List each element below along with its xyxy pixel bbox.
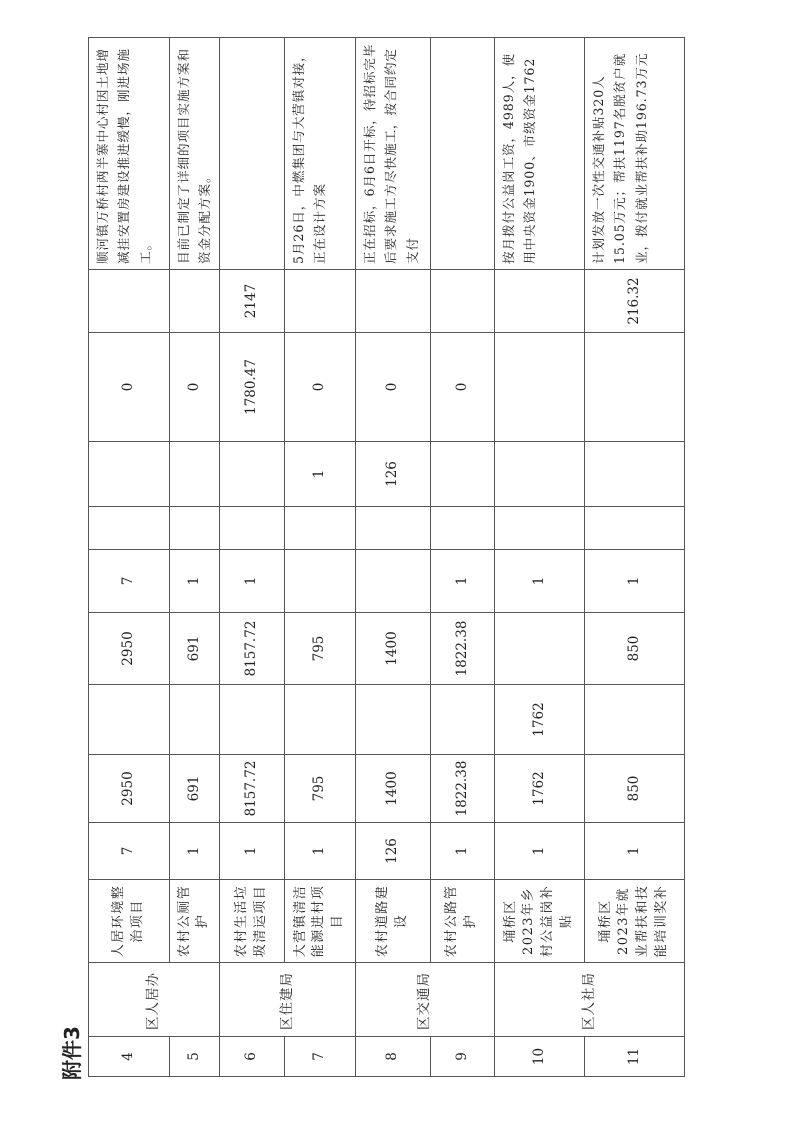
- amount-cell-a: [494, 333, 584, 442]
- amount-cell-a: 0: [355, 333, 430, 442]
- amount-cell-b: [355, 270, 430, 333]
- seq-cell: 5: [170, 1037, 220, 1077]
- project-name-cell: 农村道路建设: [355, 880, 430, 963]
- funds-cell-a: [584, 685, 684, 755]
- count-cell-a: [284, 550, 355, 613]
- quantity-cell: 1: [494, 823, 584, 880]
- amount-cell-b: [170, 270, 220, 333]
- count-cell-c: 1: [284, 442, 355, 507]
- progress-note-cell: 5月26日，中燃集团与大营镇对接，正在设计方案: [284, 38, 355, 270]
- planned-funds-cell: 8157.72: [219, 755, 284, 823]
- funds-cell-a: [219, 685, 284, 755]
- planned-funds-cell: 1822.38: [430, 755, 494, 823]
- amount-cell-b: [494, 270, 584, 333]
- project-name-cell: 农村公路管护: [430, 880, 494, 963]
- table-row: [584, 38, 684, 1077]
- count-cell-c: 126: [355, 442, 430, 507]
- progress-note-cell: [430, 38, 494, 270]
- progress-note-cell: 顺河镇万桥村两半寨中心村因土地增减挂安置房建设推进缓慢，刚进场施工。: [89, 38, 170, 270]
- progress-note-cell: 目前已制定了详细的项目实施方案和资金分配方案。: [170, 38, 220, 270]
- seq-cell: 8: [355, 1037, 430, 1077]
- amount-cell-a: 0: [170, 333, 220, 442]
- amount-cell-b: 2147: [219, 270, 284, 333]
- count-cell-c: [584, 442, 684, 507]
- count-cell-a: 1: [430, 550, 494, 613]
- table-row: [219, 38, 284, 1077]
- project-name-cell: 埇桥区2023年就业帮扶和技能培训奖补: [584, 880, 684, 963]
- department-cell: 区交通局: [355, 963, 494, 1037]
- amount-cell-a: 0: [430, 333, 494, 442]
- table-row: [494, 38, 584, 1077]
- seq-cell: 7: [284, 1037, 355, 1077]
- progress-note-cell: [219, 38, 284, 270]
- funds-cell-b: 691: [170, 613, 220, 685]
- funds-cell-b: 8157.72: [219, 613, 284, 685]
- count-cell-b: [170, 507, 220, 550]
- funds-cell-b: 795: [284, 613, 355, 685]
- count-cell-a: 1: [170, 550, 220, 613]
- quantity-cell: 1: [284, 823, 355, 880]
- count-cell-b: [494, 507, 584, 550]
- amount-cell-b: [89, 270, 170, 333]
- count-cell-c: [219, 442, 284, 507]
- amount-cell-a: 0: [89, 333, 170, 442]
- progress-note-cell: 计划发放一次性交通补贴320人15.05万元；帮扶1197名脱贫户就业，拨付就业帮扶补助196.73万元: [584, 38, 684, 270]
- progress-note-cell: 正在招标，6月6日开标，待招标完毕后要求施工方尽快施工，按合同约定支付: [355, 38, 430, 270]
- count-cell-b: [219, 507, 284, 550]
- count-cell-b: [89, 507, 170, 550]
- department-cell: 区人居办: [89, 963, 220, 1037]
- amount-cell-a: [584, 333, 684, 442]
- amount-cell-a: 0: [284, 333, 355, 442]
- quantity-cell: 1: [170, 823, 220, 880]
- seq-cell: 6: [219, 1037, 284, 1077]
- planned-funds-cell: 850: [584, 755, 684, 823]
- amount-cell-b: [430, 270, 494, 333]
- funds-cell-a: [355, 685, 430, 755]
- department-cell: 区住建局: [219, 963, 355, 1037]
- count-cell-c: [170, 442, 220, 507]
- project-name-cell: 人居环境整治项目: [89, 880, 170, 963]
- quantity-cell: 1: [430, 823, 494, 880]
- project-table: [88, 37, 685, 1077]
- seq-cell: 10: [494, 1037, 584, 1077]
- table-row: [355, 38, 430, 1077]
- table-row: [170, 38, 220, 1077]
- project-name-cell: 农村公厕管护: [170, 880, 220, 963]
- table-row: [430, 38, 494, 1077]
- quantity-cell: 7: [89, 823, 170, 880]
- project-name-cell: 农村生活垃圾清运项目: [219, 880, 284, 963]
- planned-funds-cell: 691: [170, 755, 220, 823]
- count-cell-a: 7: [89, 550, 170, 613]
- seq-cell: 11: [584, 1037, 684, 1077]
- seq-cell: 4: [89, 1037, 170, 1077]
- department-cell: 区人社局: [494, 963, 684, 1037]
- funds-cell-b: 2950: [89, 613, 170, 685]
- amount-cell-b: 216.32: [584, 270, 684, 333]
- attachment-title: 附件3: [60, 1026, 84, 1080]
- funds-cell-a: [284, 685, 355, 755]
- funds-cell-b: 1822.38: [430, 613, 494, 685]
- funds-cell-a: [89, 685, 170, 755]
- funds-cell-b: 1400: [355, 613, 430, 685]
- amount-cell-b: [284, 270, 355, 333]
- amount-cell-a: 1780.47: [219, 333, 284, 442]
- planned-funds-cell: 1400: [355, 755, 430, 823]
- count-cell-a: 1: [584, 550, 684, 613]
- project-name-cell: 埇桥区2023年乡村公益岗补贴: [494, 880, 584, 963]
- count-cell-c: [494, 442, 584, 507]
- count-cell-b: [355, 507, 430, 550]
- seq-cell: 9: [430, 1037, 494, 1077]
- funds-cell-b: [494, 613, 584, 685]
- count-cell-b: [584, 507, 684, 550]
- count-cell-a: 1: [219, 550, 284, 613]
- project-table-sheet: [88, 38, 683, 1077]
- count-cell-c: [89, 442, 170, 507]
- project-name-cell: 大营镇清洁能源进村项目: [284, 880, 355, 963]
- count-cell-b: [284, 507, 355, 550]
- count-cell-a: [355, 550, 430, 613]
- planned-funds-cell: 795: [284, 755, 355, 823]
- quantity-cell: 1: [584, 823, 684, 880]
- quantity-cell: 1: [219, 823, 284, 880]
- planned-funds-cell: 1762: [494, 755, 584, 823]
- count-cell-a: 1: [494, 550, 584, 613]
- funds-cell-a: 1762: [494, 685, 584, 755]
- count-cell-b: [430, 507, 494, 550]
- planned-funds-cell: 2950: [89, 755, 170, 823]
- table-row: [89, 38, 170, 1077]
- table-row: [284, 38, 355, 1077]
- funds-cell-b: 850: [584, 613, 684, 685]
- count-cell-c: [430, 442, 494, 507]
- quantity-cell: 126: [355, 823, 430, 880]
- funds-cell-a: [430, 685, 494, 755]
- progress-note-cell: 按月拨付公益岗工资，4989人，使用中央资金1900、市级资金1762: [494, 38, 584, 270]
- funds-cell-a: [170, 685, 220, 755]
